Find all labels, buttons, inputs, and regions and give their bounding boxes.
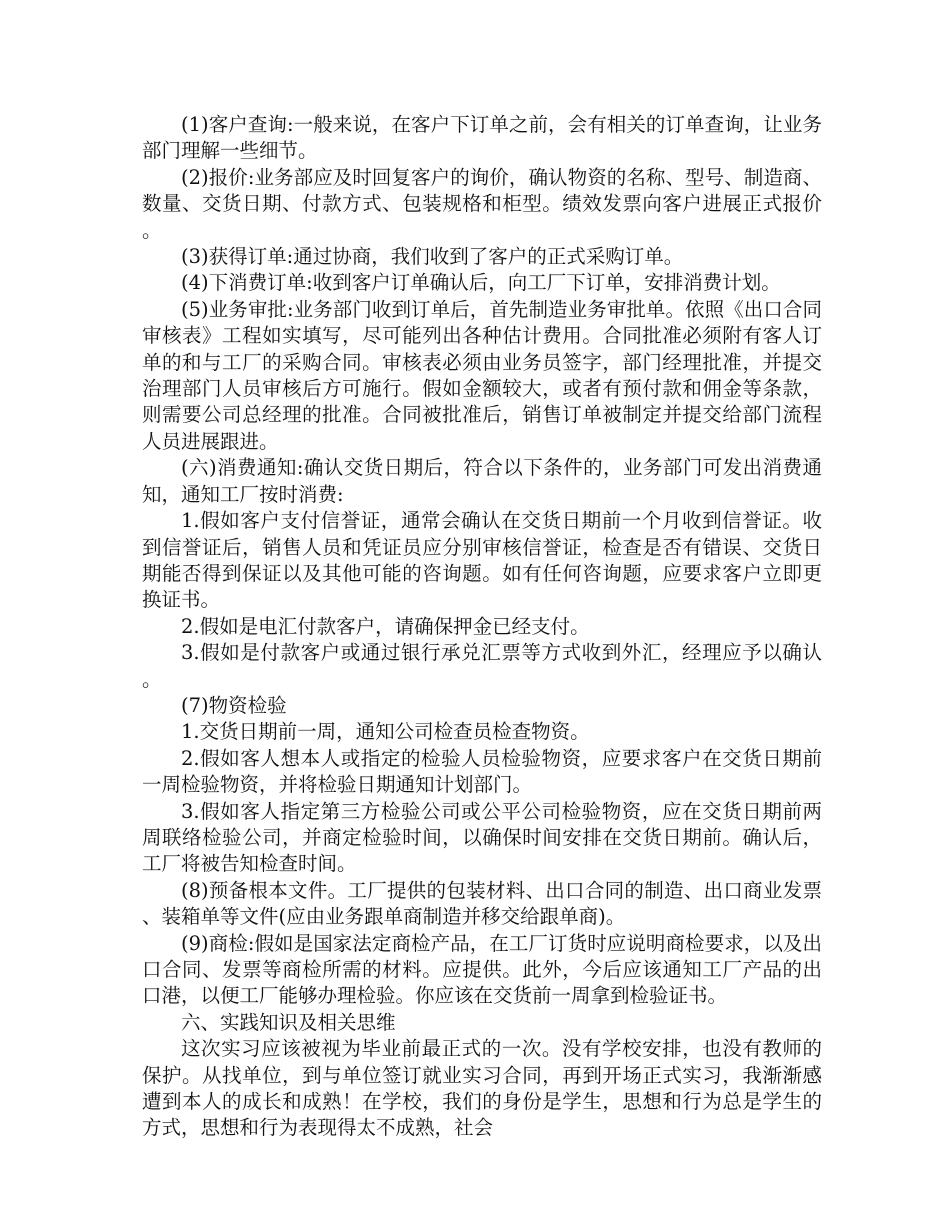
heading-practice-knowledge: 六、实践知识及相关思维	[181, 1010, 396, 1034]
paragraph-internship-reflection: 这次实习应该被视为毕业前最正式的一次。没有学校安排，也没有教师的保护。从找单位，到与单位签订就业实习合同，再到开场正式实习，我渐渐感遭到本人的成长和成熟！在学校，我们的身份是学生，思想和行为总是学生的方式，思想和行为表现得太不成熟，社会	[142, 1037, 822, 1140]
paragraph-quotation: (2)报价:业务部应及时回复客户的询价，确认物资的名称、型号、制造商、数量、交货日期、付款方式、包装规格和柜型。绩效发票向客户进展正式报价。	[142, 165, 822, 242]
paragraph-commodity-inspection: (9)商检:假如是国家法定商检产品，在工厂订货时应说明商检要求，以及出口合同、发票等商检所需的材料。应提供。此外，今后应该通知工厂产品的出口港，以便工厂能够办理检验。你应该在交货前一周拿到检验证书。	[142, 931, 822, 1008]
paragraph-wire-transfer: 2.假如是电汇付款客户，请确保押金已经支付。	[181, 614, 590, 638]
paragraph-letter-of-credit: 1.假如客户支付信誉证，通常会确认在交货日期前一个月收到信誉证。收到信誉证后，销售人员和凭证员应分别审核信誉证，检查是否有错误、交货日期能否得到保证以及其他可能的咨询题。如有任何咨询题，应要求客户立即更换证书。	[142, 509, 822, 612]
heading-goods-inspection: (7)物资检验	[181, 693, 287, 717]
paragraph-production-notice: (六)消费通知:确认交货日期后，符合以下条件的，业务部门可发出消费通知，通知工厂按时消费:	[142, 456, 822, 506]
paragraph-place-production-order: (4)下消费订单:收到客户订单确认后，向工厂下订单，安排消费计划。	[181, 271, 781, 295]
paragraph-get-order: (3)获得订单:通过协商，我们收到了客户的正式采购订单。	[181, 245, 684, 269]
paragraph-customer-inquiry: (1)客户查询:一般来说，在客户下订单之前，会有相关的订单查询，让业务部门理解一些细节。	[142, 113, 822, 163]
document-page	[142, 112, 822, 1142]
paragraph-prepare-documents: (8)预备根本文件。工厂提供的包装材料、出口合同的制造、出口商业发票、装箱单等文件(应由业务跟单商制造并移交给跟单商)。	[142, 878, 822, 929]
paragraph-third-party-inspection: 3.假如客人指定第三方检验公司或公平公司检验物资，应在交货日期前两周联络检验公司，并商定检验时间，以确保时间安排在交货日期前。确认后，工厂将被告知检查时间。	[142, 799, 822, 876]
paragraph-customer-inspection: 2.假如客人想本人或指定的检验人员检验物资，应要求客户在交货日期前一周检验物资，并将检验日期通知计划部门。	[142, 746, 822, 797]
paragraph-business-approval: (5)业务审批:业务部门收到订单后，首先制造业务审批单。依照《出口合同审核表》工程如实填写，尽可能列出各种估计费用。合同批准必须附有客人订单的和与工厂的采购合同。审核表必须由业务员签字，部门经理批准，并提交治理部门人员审核后方可施行。假如金额较大，或者有预付款和佣金等条款，则需要公司总经理的批准。合同被批准后，销售订单被制定并提交给部门流程人员进展跟进。	[142, 297, 822, 453]
paragraph-bank-acceptance: 3.假如是付款客户或通过银行承兑汇票等方式收到外汇，经理应予以确认。	[142, 641, 822, 691]
paragraph-inspection-week-before: 1.交货日期前一周，通知公司检查员检查物资。	[181, 720, 590, 744]
